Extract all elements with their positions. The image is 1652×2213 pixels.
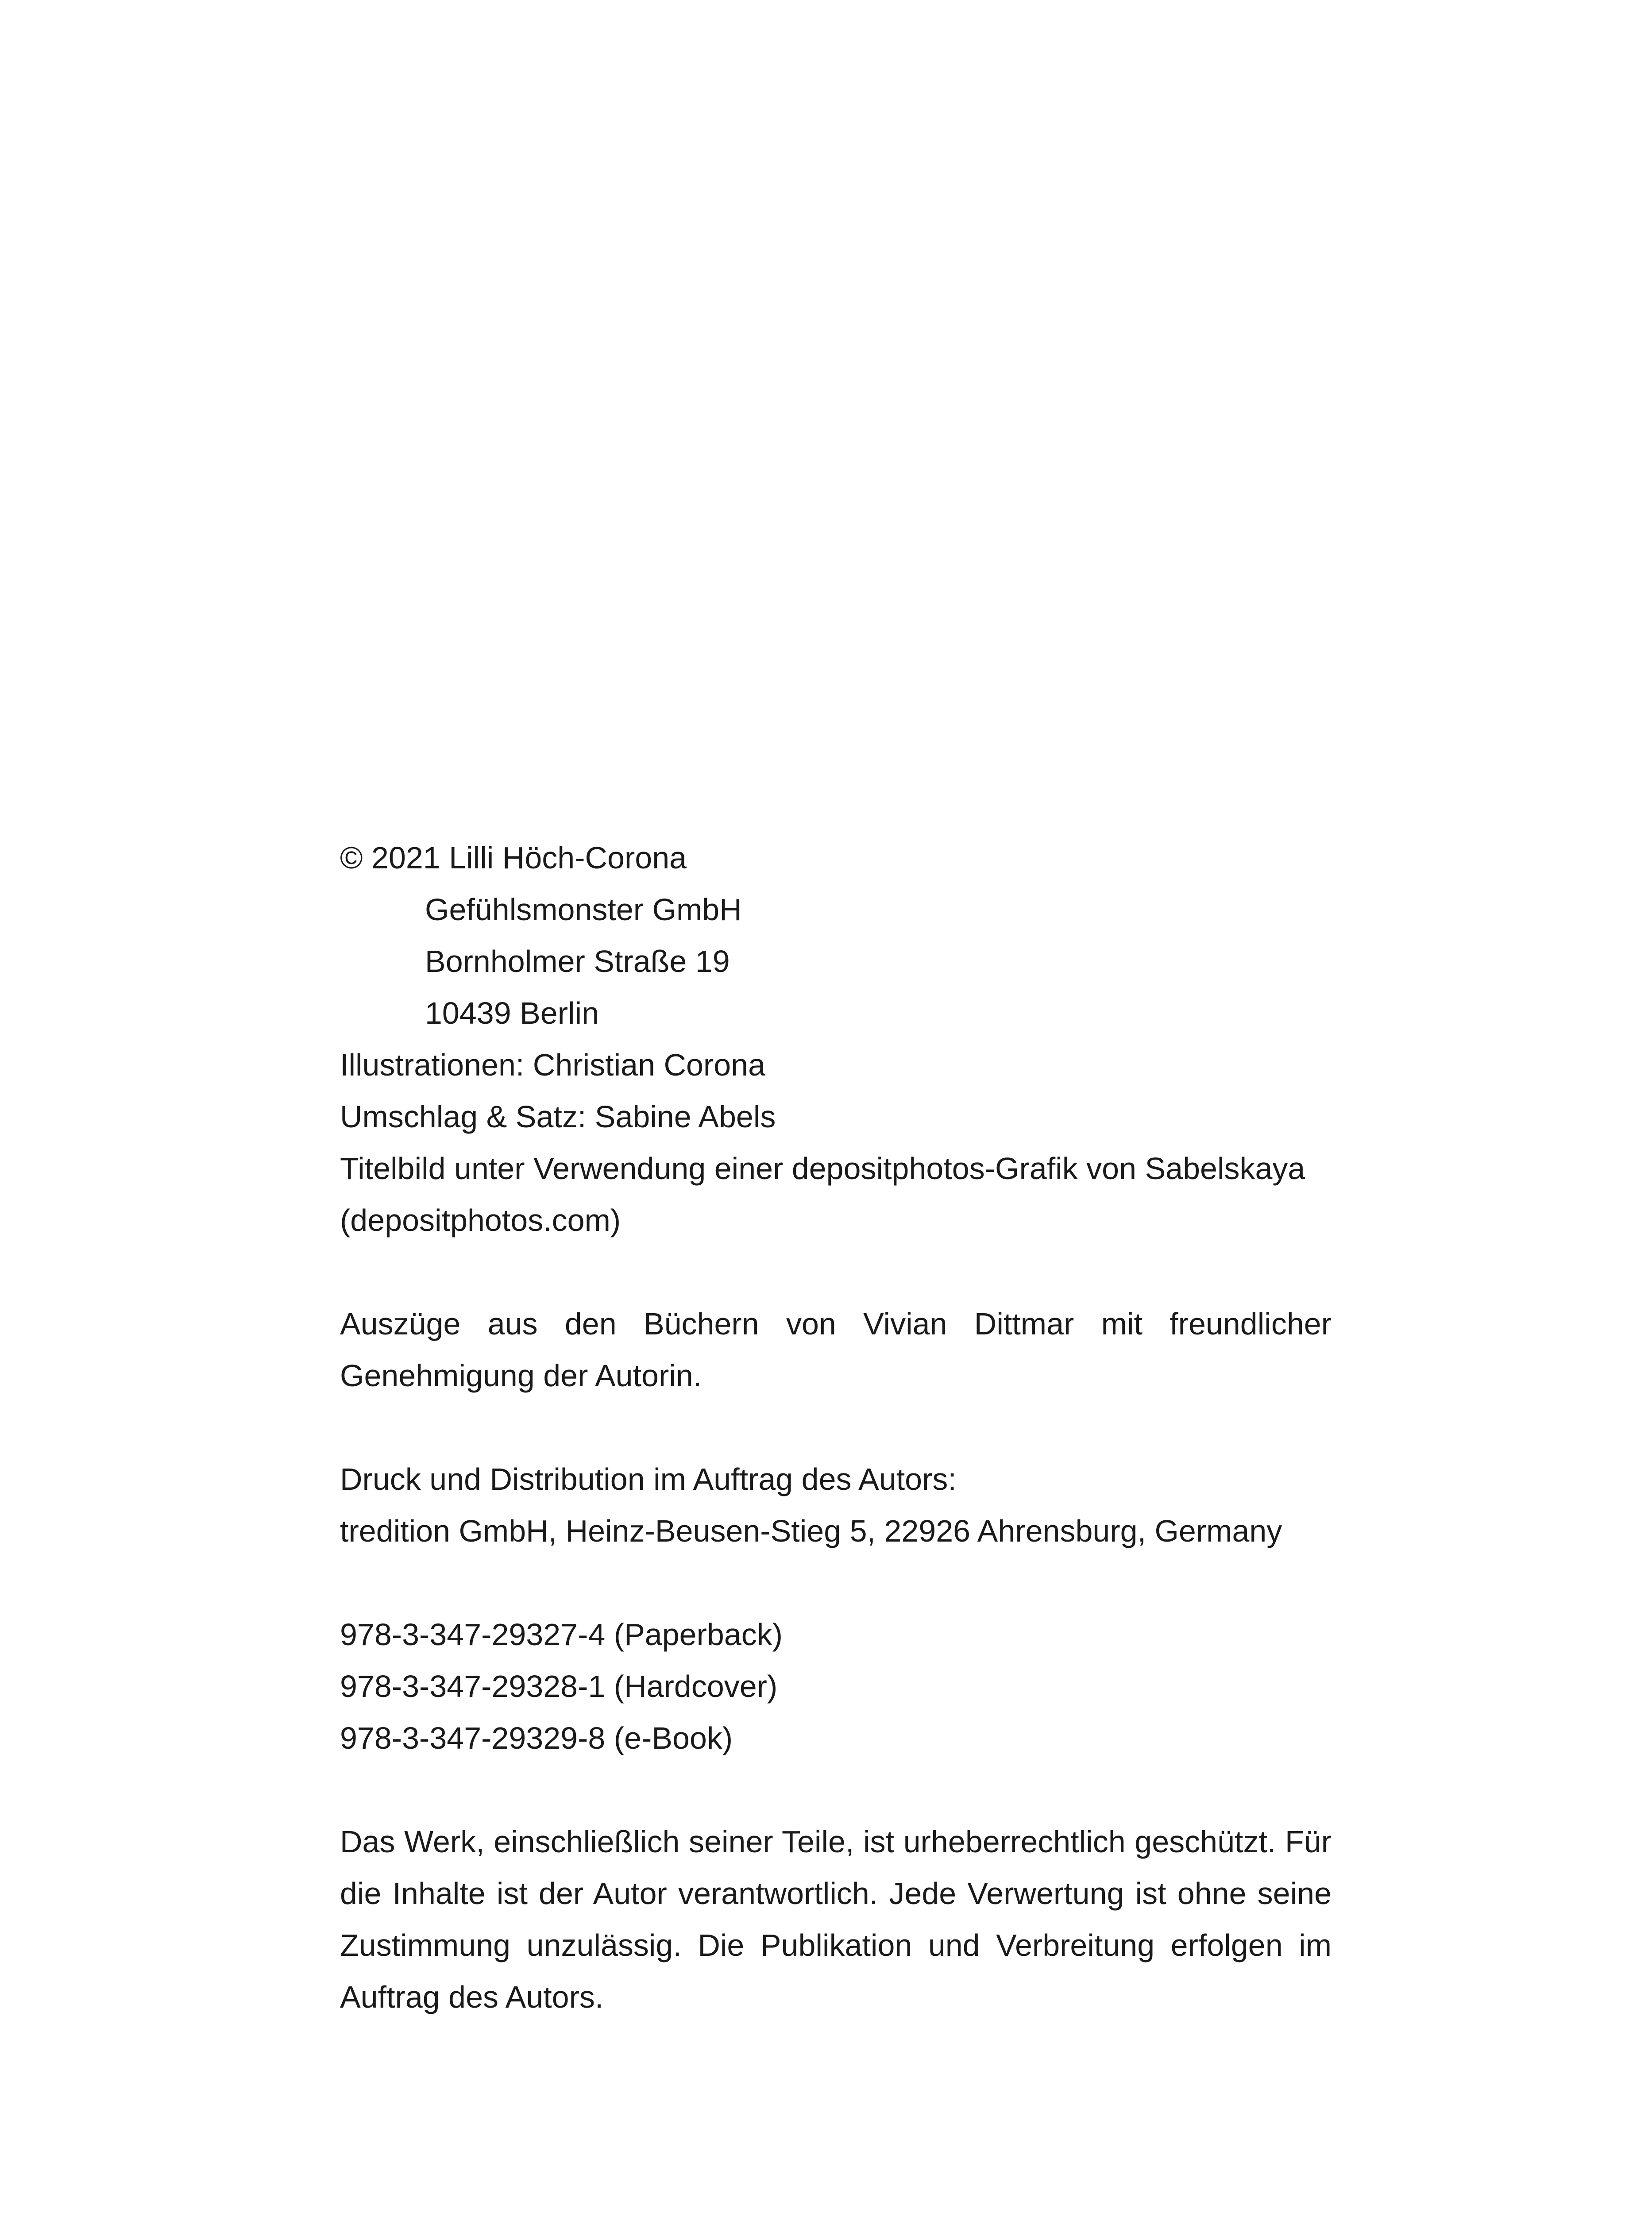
address-company: Gefühlsmonster GmbH <box>425 892 742 927</box>
spacer <box>340 1402 1332 1453</box>
address-city: 10439 Berlin <box>425 996 599 1030</box>
cover-layout-credit: Umschlag & Satz: Sabine Abels <box>340 1099 776 1134</box>
print-distribution-label: Druck und Distribution im Auftrag des Autors: <box>340 1462 957 1496</box>
isbn-hardcover: 978-3-347-29328-1 (Hardcover) <box>340 1669 778 1704</box>
copyright-notice: Das Werk, einschließlich seiner Teile, ist urheberrechtlich geschützt. Für die Inhalte ist der Autor verantwortlich. Jede Verwertung ist ohne seine Zustimmung unzulässig. Die Publikation und Verbreitung erfolgen im Auftrag des Autors. <box>340 1824 1332 2014</box>
excerpts-permission: Auszüge aus den Büchern von Vivian Dittmar mit freundlicher Genehmigung der Autorin. <box>340 1307 1332 1393</box>
illustrations-credit: Illustrationen: Christian Corona <box>340 1048 766 1082</box>
isbn-paperback: 978-3-347-29327-4 (Paperback) <box>340 1617 783 1652</box>
publisher-address: tredition GmbH, Heinz-Beusen-Stieg 5, 22926 Ahrensburg, Germany <box>340 1514 1282 1548</box>
spacer <box>340 1246 1332 1298</box>
isbn-ebook: 978-3-347-29329-8 (e-Book) <box>340 1721 733 1755</box>
address-street: Bornholmer Straße 19 <box>425 944 730 979</box>
cover-image-credit: Titelbild unter Verwendung einer depositphotos-Grafik von Sabelskaya <box>340 1151 1305 1186</box>
cover-image-source: (depositphotos.com) <box>340 1203 621 1238</box>
spacer <box>340 1764 1332 1816</box>
copyright-line: © 2021 Lilli Höch-Corona <box>340 840 687 875</box>
spacer <box>340 1557 1332 1609</box>
imprint-block <box>340 832 1332 2023</box>
